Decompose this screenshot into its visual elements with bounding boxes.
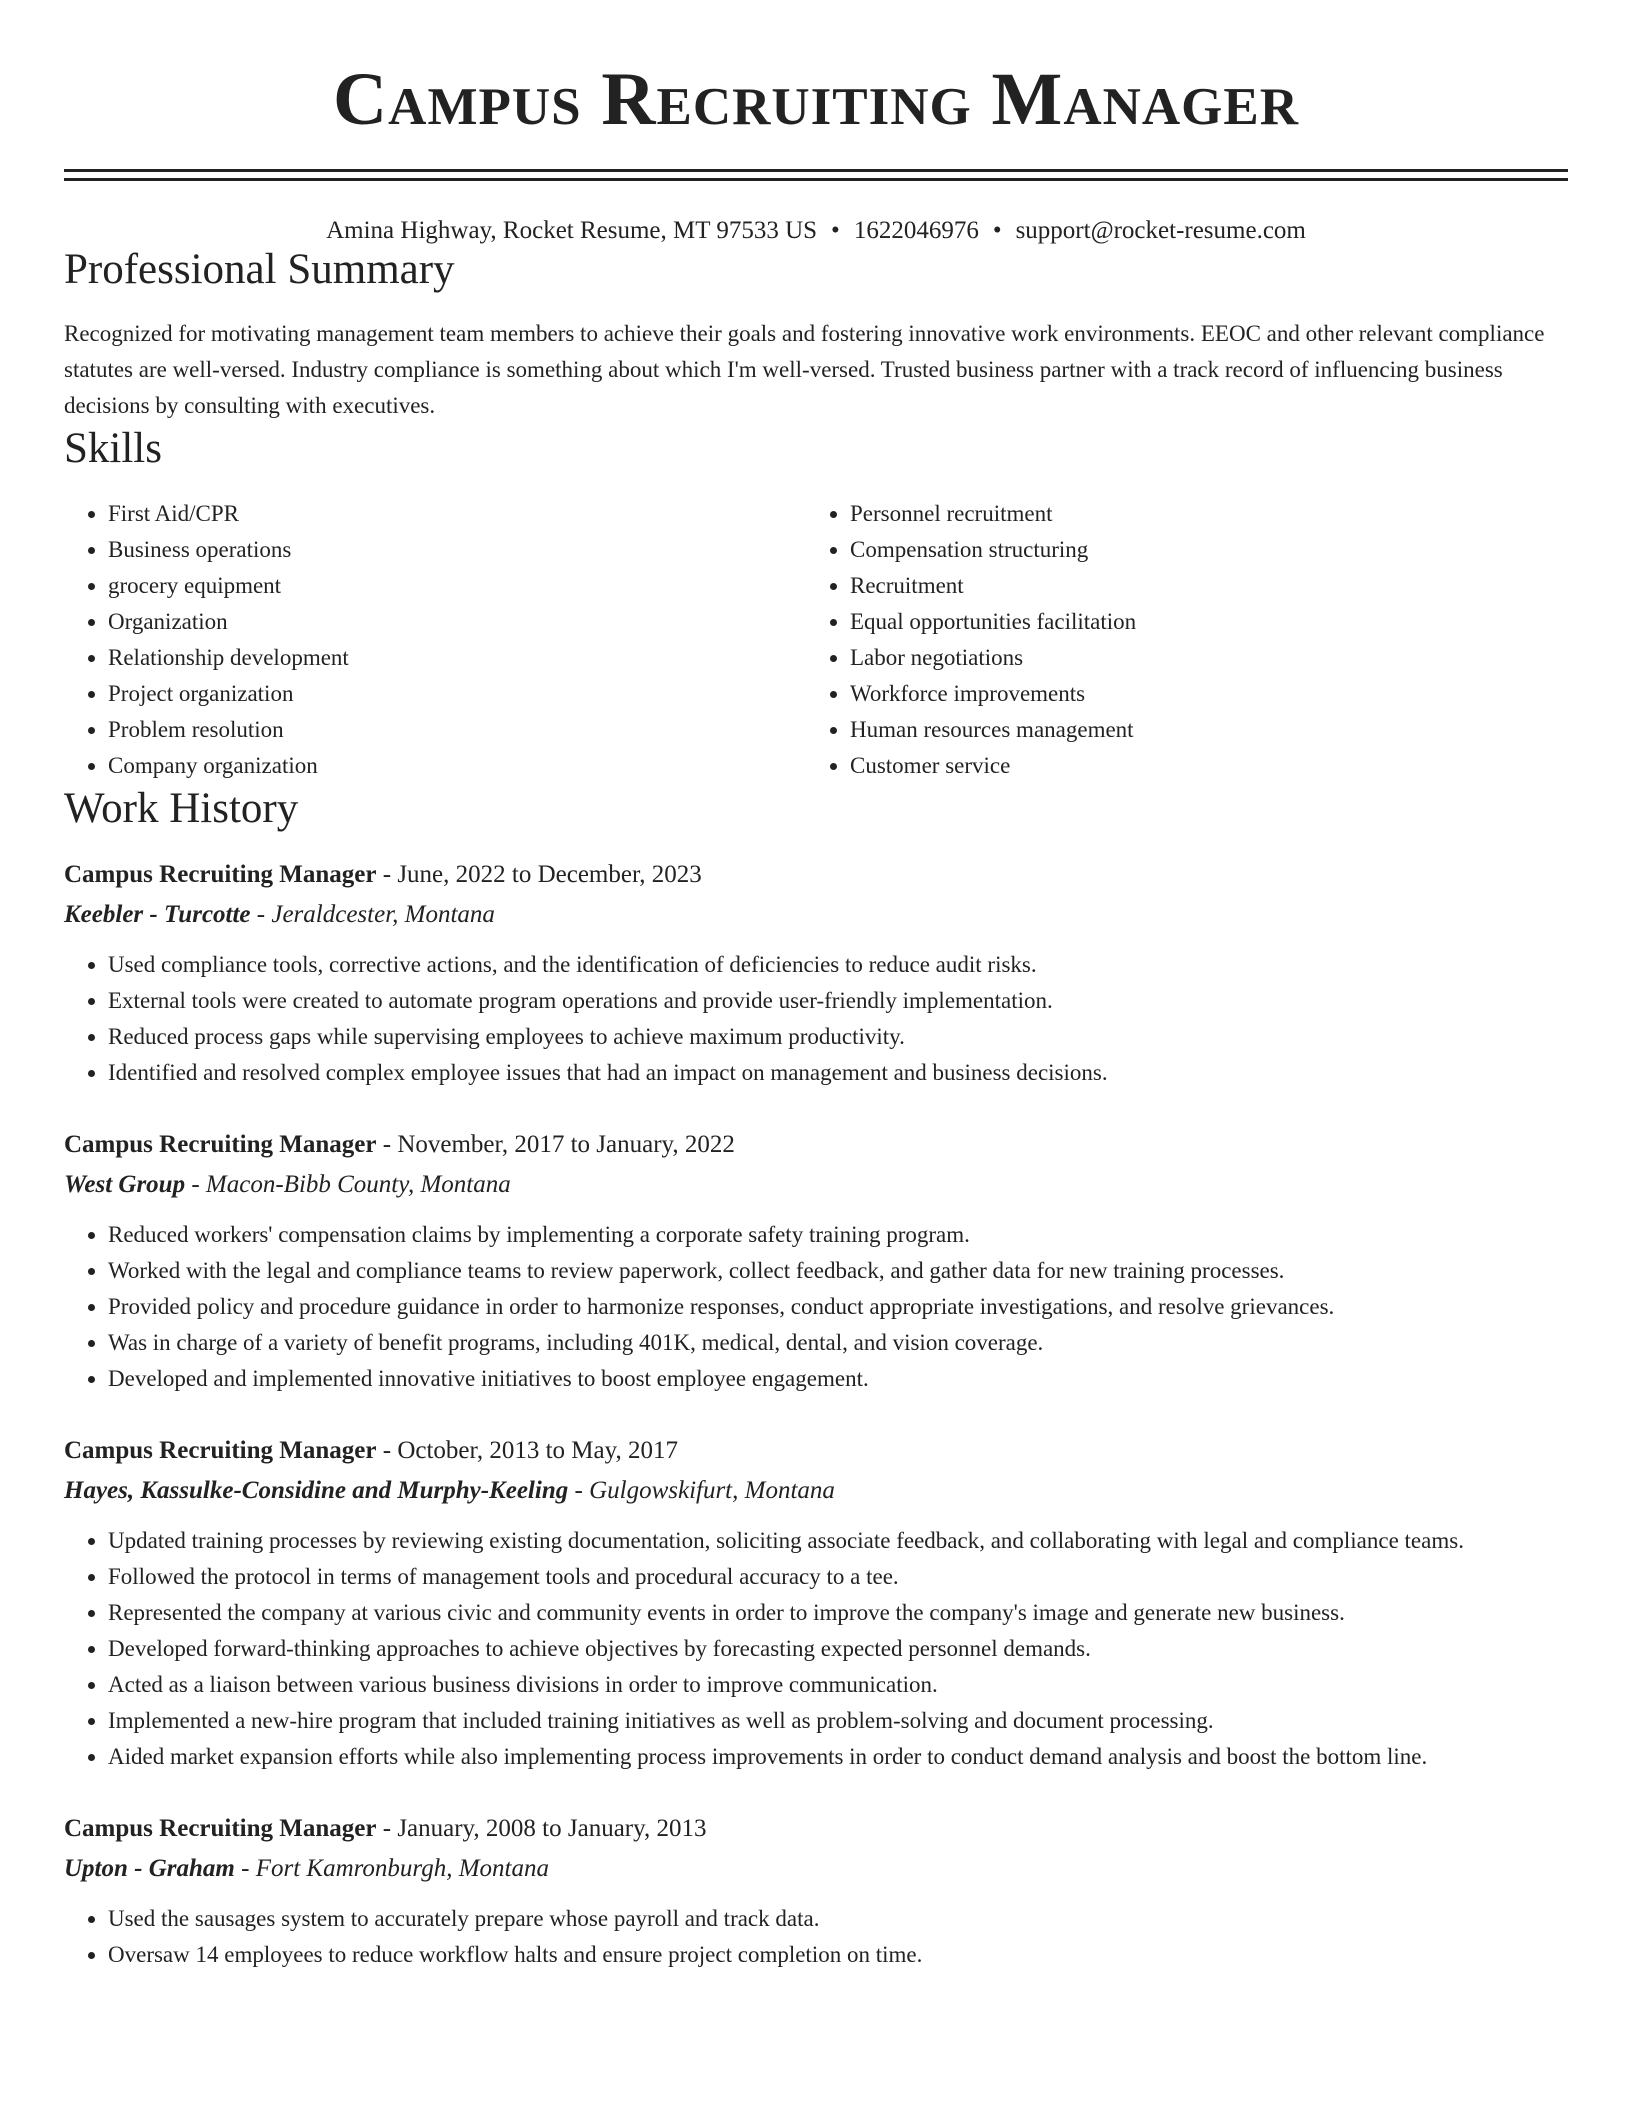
job-dates: October, 2013 to May, 2017 bbox=[397, 1437, 678, 1465]
work-history-heading: Work History bbox=[64, 784, 299, 832]
job-location: Fort Kamronburgh, Montana bbox=[255, 1855, 550, 1883]
contact-line bbox=[64, 217, 1568, 245]
skill-item: • Customer service bbox=[850, 748, 1548, 784]
skill-item: • Organization bbox=[108, 604, 806, 640]
job-bullet: • Worked with the legal and compliance teams to review paperwork, collect feedback, and gather data for new training processes. bbox=[108, 1253, 1568, 1289]
skill-item: • Company organization bbox=[108, 748, 806, 784]
job-title: Campus Recruiting Manager bbox=[64, 1437, 377, 1465]
job-title-line: Campus Recruiting Manager - January, 2008 to January, 2013 bbox=[64, 1815, 707, 1843]
job-bullet: • Reduced workers' compensation claims by implementing a corporate safety training program. bbox=[108, 1217, 1568, 1253]
resume-title: Campus Recruiting Manager bbox=[333, 58, 1299, 141]
job-title-line: Campus Recruiting Manager - October, 2013 to May, 2017 bbox=[64, 1437, 678, 1465]
job-company-line: Upton - Graham - Fort Kamronburgh, Montana bbox=[64, 1855, 550, 1883]
job-bullet: • Developed and implemented innovative initiatives to boost employee engagement. bbox=[108, 1361, 1568, 1397]
job-bullets bbox=[64, 1523, 1568, 1775]
job-company: Keebler - Turcotte bbox=[64, 901, 251, 929]
job-bullet: • Updated training processes by reviewing existing documentation, soliciting associate feedback, and collaborating with legal and compliance teams. bbox=[108, 1523, 1568, 1559]
job-title: Campus Recruiting Manager bbox=[64, 861, 377, 889]
skill-item: • Business operations bbox=[108, 532, 806, 568]
job-bullets bbox=[64, 947, 1568, 1091]
job-entry bbox=[64, 1809, 1568, 1973]
skill-item: • Compensation structuring bbox=[850, 532, 1548, 568]
job-bullet: • Represented the company at various civic and community events in order to improve the company's image and generate new business. bbox=[108, 1595, 1568, 1631]
job-company-line: West Group - Macon-Bibb County, Montana bbox=[64, 1171, 511, 1199]
job-bullet: • Used compliance tools, corrective actions, and the identification of deficiencies to reduce audit risks. bbox=[108, 947, 1568, 983]
job-entry bbox=[64, 1125, 1568, 1397]
skills-columns bbox=[64, 496, 1568, 784]
job-location: Gulgowskifurt, Montana bbox=[589, 1477, 835, 1505]
job-bullet: • External tools were created to automate program operations and provide user-friendly implementation. bbox=[108, 983, 1568, 1019]
summary-text: Recognized for motivating management team members to achieve their goals and fostering innovative work environments. EEOC and other relevant compliance statutes are well-versed. Industry compliance is something about which I'm well-versed. Trusted business partner with a track record of influencing business decisions by consulting with executives. bbox=[64, 321, 1545, 419]
skill-item: • Workforce improvements bbox=[850, 676, 1548, 712]
title-rule-bottom bbox=[64, 178, 1568, 181]
contact-separator: • bbox=[831, 217, 840, 244]
summary-heading: Professional Summary bbox=[64, 246, 455, 293]
skill-item: • Human resources management bbox=[850, 712, 1548, 748]
skills-left-list bbox=[64, 496, 806, 784]
job-dates: June, 2022 to December, 2023 bbox=[397, 861, 702, 889]
skill-item: • Project organization bbox=[108, 676, 806, 712]
job-location: Jeraldcester, Montana bbox=[271, 901, 495, 929]
job-title: Campus Recruiting Manager bbox=[64, 1815, 377, 1843]
contact-phone: 1622046976 bbox=[853, 217, 979, 244]
skill-item: • Equal opportunities facilitation bbox=[850, 604, 1548, 640]
contact-email: support@rocket-resume.com bbox=[1015, 217, 1306, 244]
job-location: Macon-Bibb County, Montana bbox=[205, 1171, 511, 1199]
job-bullet: • Implemented a new-hire program that included training initiatives as well as problem-solving and document processing. bbox=[108, 1703, 1568, 1739]
skill-item: • Recruitment bbox=[850, 568, 1548, 604]
job-dates: November, 2017 to January, 2022 bbox=[397, 1131, 735, 1159]
job-company-line: Keebler - Turcotte - Jeraldcester, Montana bbox=[64, 901, 495, 929]
job-company: Upton - Graham bbox=[64, 1855, 235, 1883]
job-bullet: • Oversaw 14 employees to reduce workflow halts and ensure project completion on time. bbox=[108, 1937, 1568, 1973]
job-title-line: Campus Recruiting Manager - November, 2017 to January, 2022 bbox=[64, 1131, 735, 1159]
skills-right-list bbox=[806, 496, 1548, 784]
skill-item: • Relationship development bbox=[108, 640, 806, 676]
job-bullet: • Aided market expansion efforts while also implementing process improvements in order to conduct demand analysis and boost the bottom line. bbox=[108, 1739, 1568, 1775]
job-entry bbox=[64, 855, 1568, 1091]
job-bullet: • Used the sausages system to accurately prepare whose payroll and track data. bbox=[108, 1901, 1568, 1937]
skills-heading: Skills bbox=[64, 425, 162, 473]
skill-item: • Problem resolution bbox=[108, 712, 806, 748]
job-bullet: • Acted as a liaison between various business divisions in order to improve communication. bbox=[108, 1667, 1568, 1703]
job-bullet: • Was in charge of a variety of benefit programs, including 401K, medical, dental, and vision coverage. bbox=[108, 1325, 1568, 1361]
job-bullet: • Reduced process gaps while supervising employees to achieve maximum productivity. bbox=[108, 1019, 1568, 1055]
job-company: West Group bbox=[64, 1171, 186, 1199]
job-entry bbox=[64, 1431, 1568, 1775]
contact-separator: • bbox=[992, 217, 1002, 244]
job-bullets bbox=[64, 1901, 1568, 1973]
skill-item: • Labor negotiations bbox=[850, 640, 1548, 676]
skill-item: • grocery equipment bbox=[108, 568, 806, 604]
job-bullet: • Provided policy and procedure guidance in order to harmonize responses, conduct appropriate investigations, and resolve grievances. bbox=[108, 1289, 1568, 1325]
job-title-line: Campus Recruiting Manager - June, 2022 to December, 2023 bbox=[64, 861, 702, 889]
skill-item: • First Aid/CPR bbox=[108, 496, 806, 532]
job-title: Campus Recruiting Manager bbox=[64, 1131, 377, 1159]
job-company: Hayes, Kassulke-Considine and Murphy-Keeling bbox=[64, 1477, 569, 1505]
job-bullet: • Developed forward-thinking approaches to achieve objectives by forecasting expected personnel demands. bbox=[108, 1631, 1568, 1667]
job-bullets bbox=[64, 1217, 1568, 1397]
job-bullet: • Followed the protocol in terms of management tools and procedural accuracy to a tee. bbox=[108, 1559, 1568, 1595]
title-rule-top bbox=[64, 169, 1568, 172]
job-dates: January, 2008 to January, 2013 bbox=[397, 1815, 707, 1843]
job-bullet: • Identified and resolved complex employee issues that had an impact on management and business decisions. bbox=[108, 1055, 1568, 1091]
skill-item: • Personnel recruitment bbox=[850, 496, 1548, 532]
job-company-line: Hayes, Kassulke-Considine and Murphy-Keeling - Gulgowskifurt, Montana bbox=[64, 1477, 835, 1505]
contact-address: Amina Highway, Rocket Resume, MT 97533 US bbox=[326, 217, 818, 244]
